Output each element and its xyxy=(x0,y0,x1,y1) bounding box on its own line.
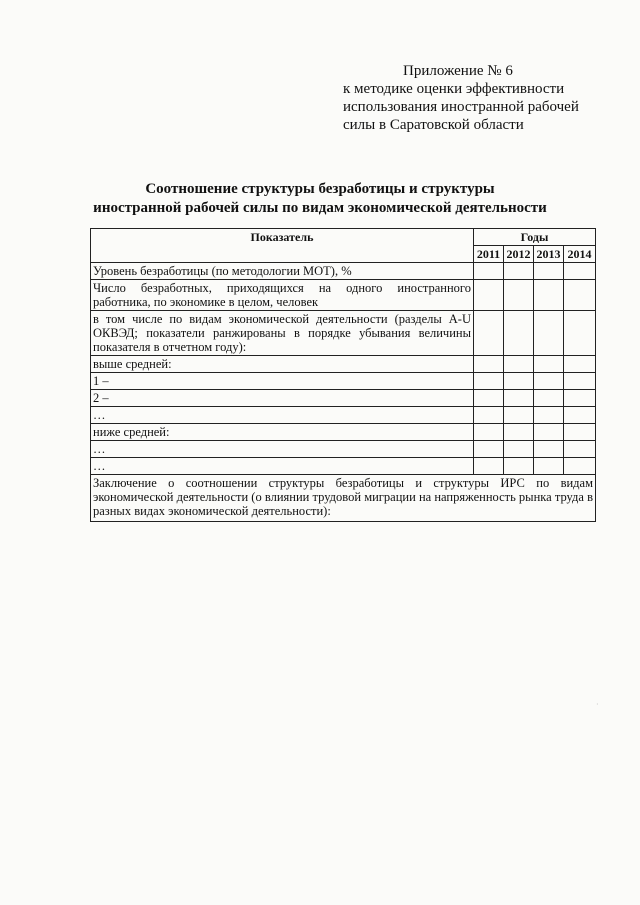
cell-empty xyxy=(504,373,534,390)
title-line-1: Соотношение структуры безработицы и структуры xyxy=(145,181,495,197)
table-row xyxy=(91,311,596,356)
appendix-number: Приложение № 6 xyxy=(403,63,513,79)
row-unemployed-per-worker: Число безработных, приходящихся на одного иностранного работника, по экономике в целом, человек xyxy=(91,280,474,311)
cell-empty xyxy=(474,280,504,311)
years-header: Годы xyxy=(474,229,596,246)
row-by-activity: в том числе по видам экономической деятельности (разделы A-U ОКВЭД; показатели ранжированы в порядке убывания величины показателя в отчетном году): xyxy=(91,311,474,356)
header-row xyxy=(91,229,596,246)
cell-empty xyxy=(534,263,564,280)
cell-empty xyxy=(504,458,534,475)
cell-empty xyxy=(504,280,534,311)
cell-empty xyxy=(564,424,596,441)
cell-empty xyxy=(474,407,504,424)
row-ellipsis-2: … xyxy=(91,441,474,458)
table-row xyxy=(91,390,596,407)
cell-empty xyxy=(534,373,564,390)
cell-empty xyxy=(504,441,534,458)
cell-empty xyxy=(504,356,534,373)
cell-empty xyxy=(534,407,564,424)
row-ellipsis-1: … xyxy=(91,407,474,424)
appendix-note xyxy=(343,62,623,134)
row-unemployment-rate: Уровень безработицы (по методологии МОТ), % xyxy=(91,263,474,280)
cell-empty xyxy=(564,441,596,458)
conclusion-text: Заключение о соотношении структуры безработицы и структуры ИРС по видам экономической деятельности (о влиянии трудовой миграции на напряженность рынка труда в разных видах экономической деятельности): xyxy=(91,475,596,522)
row-item-2: 2 – xyxy=(91,390,474,407)
cell-empty xyxy=(564,458,596,475)
appendix-line-2: использования иностранной рабочей xyxy=(343,99,579,115)
cell-empty xyxy=(504,424,534,441)
cell-empty xyxy=(504,390,534,407)
cell-empty xyxy=(474,356,504,373)
cell-empty xyxy=(564,311,596,356)
cell-empty xyxy=(474,373,504,390)
cell-empty xyxy=(504,263,534,280)
indicator-header: Показатель xyxy=(91,229,474,263)
cell-empty xyxy=(564,390,596,407)
table-row xyxy=(91,458,596,475)
table-row xyxy=(91,407,596,424)
cell-empty xyxy=(474,424,504,441)
cell-empty xyxy=(474,390,504,407)
year-2014: 2014 xyxy=(564,246,596,263)
year-2013: 2013 xyxy=(534,246,564,263)
cell-empty xyxy=(534,280,564,311)
cell-empty xyxy=(564,263,596,280)
table-row xyxy=(91,280,596,311)
cell-empty xyxy=(534,441,564,458)
scan-mark: · xyxy=(596,700,599,709)
indicator-table xyxy=(90,228,596,522)
row-above-average: выше средней: xyxy=(91,356,474,373)
cell-empty xyxy=(474,458,504,475)
cell-empty xyxy=(504,407,534,424)
row-item-1: 1 – xyxy=(91,373,474,390)
row-below-average: ниже средней: xyxy=(91,424,474,441)
cell-empty xyxy=(564,356,596,373)
appendix-line-3: силы в Саратовской области xyxy=(343,117,524,133)
table-row xyxy=(91,441,596,458)
row-ellipsis-3: … xyxy=(91,458,474,475)
table-row xyxy=(91,373,596,390)
cell-empty xyxy=(504,311,534,356)
cell-empty xyxy=(534,390,564,407)
cell-empty xyxy=(474,311,504,356)
cell-empty xyxy=(564,280,596,311)
cell-empty xyxy=(534,458,564,475)
cell-empty xyxy=(534,311,564,356)
cell-empty xyxy=(474,263,504,280)
title-line-2: иностранной рабочей силы по видам экономической деятельности xyxy=(93,200,547,216)
cell-empty xyxy=(564,373,596,390)
table-row xyxy=(91,356,596,373)
cell-empty xyxy=(534,356,564,373)
document-title xyxy=(40,180,600,218)
year-2012: 2012 xyxy=(504,246,534,263)
year-2011: 2011 xyxy=(474,246,504,263)
cell-empty xyxy=(534,424,564,441)
conclusion-row xyxy=(91,475,596,522)
cell-empty xyxy=(474,441,504,458)
table-row xyxy=(91,424,596,441)
table-row xyxy=(91,263,596,280)
cell-empty xyxy=(564,407,596,424)
appendix-line-1: к методике оценки эффективности xyxy=(343,81,565,97)
